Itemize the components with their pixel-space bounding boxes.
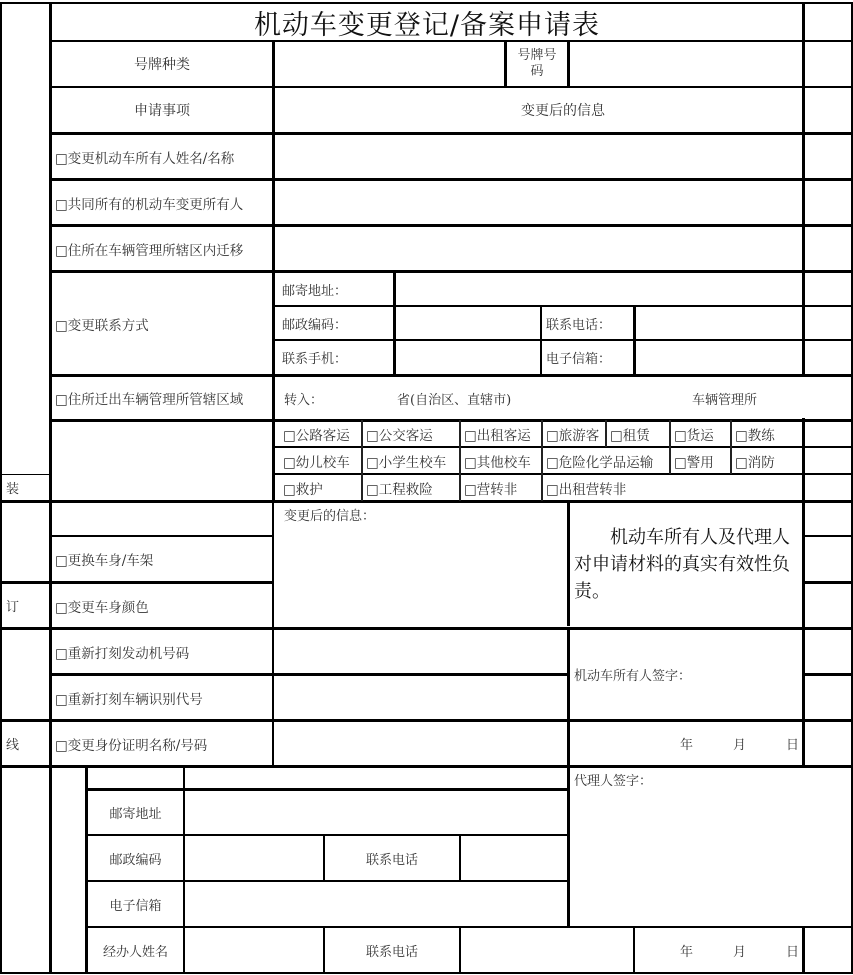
declaration-text — [570, 524, 795, 614]
email-label: 电子信箱： — [546, 352, 612, 367]
checkbox-freight[interactable]: □货运 — [674, 428, 714, 444]
owner-date-year: 年 — [680, 738, 694, 753]
postal-code-field[interactable] — [396, 307, 540, 339]
postal-code-label: 邮政编码： — [282, 317, 348, 333]
checkbox-hazmat[interactable]: □危险化学品运输 — [546, 454, 654, 471]
checkbox-ambulance[interactable]: □救护 — [283, 481, 323, 498]
mail-address-label: 邮寄地址： — [282, 283, 348, 299]
checkbox-taxi[interactable]: □出租客运 — [464, 428, 531, 444]
checkbox-tourism[interactable]: □旅游客 — [546, 428, 600, 444]
changed-info-colon: 变更后的信息： — [284, 509, 376, 524]
plate-number-label-line2: 码 — [530, 64, 544, 79]
agent-signature-label[interactable]: 代理人签字： — [574, 774, 653, 789]
email-field[interactable] — [636, 341, 802, 374]
agent-mail-address-label: 邮寄地址 — [109, 807, 162, 822]
handler-phone-field[interactable] — [461, 928, 633, 972]
move-within-field[interactable] — [275, 227, 802, 270]
co-owner-field[interactable] — [275, 181, 802, 224]
owner-name-field[interactable] — [275, 135, 802, 178]
transfer-in-label: 转入： — [284, 392, 324, 408]
mobile-label: 联系手机： — [282, 352, 348, 367]
agent-date-month: 月 — [733, 944, 747, 960]
agent-phone-label: 联系电话 — [365, 852, 418, 868]
checkbox-commercial-to-noncommercial[interactable]: □营转非 — [464, 481, 518, 498]
checkbox-contact[interactable]: □变更联系方式 — [55, 317, 149, 334]
agent-postal-code-field[interactable] — [185, 836, 323, 880]
agent-email-field[interactable] — [185, 882, 567, 926]
agent-mail-address-field[interactable] — [185, 791, 567, 834]
checkbox-police[interactable]: □警用 — [674, 454, 714, 471]
owner-date-day: 日 — [786, 738, 800, 753]
checkbox-vin[interactable]: □重新打刻车辆识别代号 — [55, 691, 203, 708]
agent-date-day: 日 — [786, 944, 800, 960]
vin-field[interactable] — [275, 676, 567, 719]
checkbox-primary-school-bus[interactable]: □小学生校车 — [366, 454, 447, 471]
checkbox-move-within[interactable]: □住所在车辆管理所辖区内迁移 — [55, 242, 244, 259]
phone-field[interactable] — [636, 307, 802, 339]
mobile-field[interactable] — [396, 341, 540, 374]
checkbox-kindergarten-bus[interactable]: □幼儿校车 — [283, 454, 350, 471]
checkbox-body-frame[interactable]: □更换车身/车架 — [55, 553, 154, 569]
plate-number-label-line1: 号牌号 — [517, 48, 557, 63]
checkbox-highway-passenger[interactable]: □公路客运 — [283, 428, 350, 444]
checkbox-move-out[interactable]: □住所迁出车辆管理所管辖区域 — [55, 392, 244, 408]
agent-email-label: 电子信箱 — [109, 898, 162, 914]
phone-label: 联系电话： — [546, 317, 612, 333]
owner-date-month: 月 — [733, 738, 747, 753]
checkbox-id-document[interactable]: □变更身份证明名称/号码 — [55, 737, 208, 754]
apply-item-label: 申请事项 — [134, 103, 190, 119]
checkbox-co-owner[interactable]: □共同所有的机动车变更所有人 — [55, 196, 244, 213]
plate-type-label: 号牌种类 — [134, 57, 190, 73]
binding-mark-ding: 订 — [6, 600, 20, 615]
handler-name-label: 经办人姓名 — [102, 944, 168, 960]
changed-info-header: 变更后的信息 — [521, 103, 605, 119]
checkbox-owner-name[interactable]: □变更机动车所有人姓名/名称 — [55, 150, 235, 167]
plate-type-field[interactable] — [275, 42, 504, 86]
checkbox-coach[interactable]: □教练 — [735, 428, 775, 444]
engine-number-field[interactable] — [275, 630, 567, 673]
binding-mark-zhuang: 装 — [6, 482, 20, 497]
province-label: 省(自治区、直辖市) — [397, 392, 512, 408]
declaration: 机动车所有人及代理人对申请材料的真实有效性负责。 — [574, 527, 790, 602]
agent-date-year: 年 — [680, 944, 694, 960]
agent-postal-code-label: 邮政编码 — [109, 852, 162, 868]
checkbox-bus[interactable]: □公交客运 — [366, 428, 433, 444]
binding-mark-xian: 线 — [6, 738, 20, 753]
checkbox-body-color[interactable]: □变更车身颜色 — [55, 599, 149, 616]
mail-address-field[interactable] — [396, 273, 802, 305]
checkbox-rental[interactable]: □租赁 — [610, 428, 650, 444]
handler-name-field[interactable] — [185, 928, 323, 972]
checkbox-other-school-bus[interactable]: □其他校车 — [464, 454, 531, 471]
agent-phone-field[interactable] — [461, 836, 567, 880]
checkbox-engineering-rescue[interactable]: □工程救险 — [366, 481, 433, 498]
dmv-label: 车辆管理所 — [692, 392, 758, 408]
owner-signature-label[interactable]: 机动车所有人签字： — [574, 669, 692, 684]
checkbox-fire[interactable]: □消防 — [735, 454, 775, 471]
checkbox-taxi-to-noncommercial[interactable]: □出租营转非 — [546, 481, 627, 498]
handler-phone-label: 联系电话 — [365, 944, 418, 960]
id-document-field[interactable] — [275, 722, 567, 765]
form-title: 机动车变更登记/备案申请表 — [253, 9, 601, 41]
plate-number-label — [507, 42, 567, 86]
plate-number-field[interactable] — [570, 42, 802, 86]
checkbox-engine-number[interactable]: □重新打刻发动机号码 — [55, 645, 190, 662]
